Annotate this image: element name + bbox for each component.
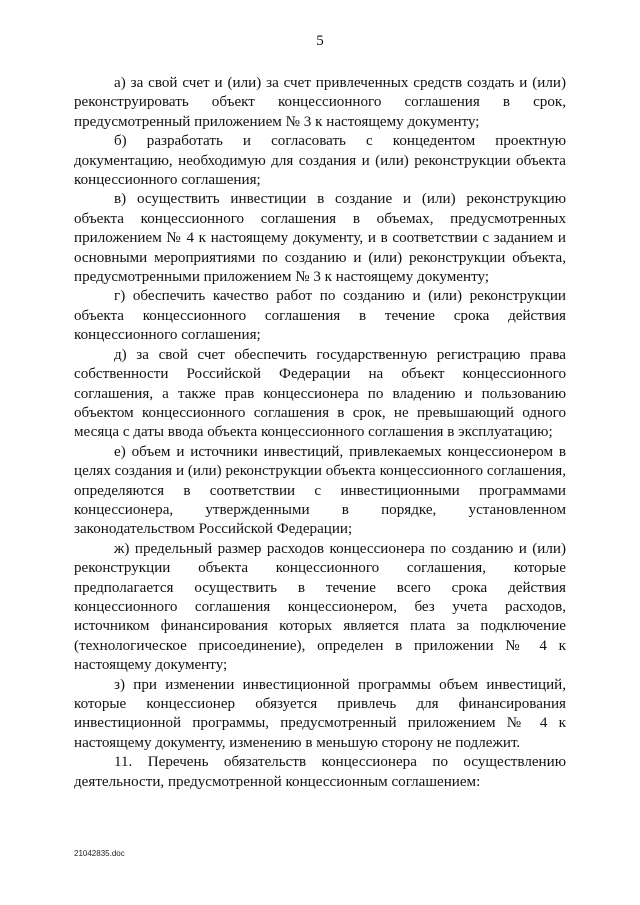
- paragraph-g: г) обеспечить качество работ по созданию и (или) реконструкции объекта концессионного соглашения в течение срока действия концессионного соглашения;: [74, 288, 566, 344]
- paragraph-zh: ж) предельный размер расходов концессионера по созданию и (или) реконструкции объекта концессионного соглашения, которые предполагается осуществить в течение всего срока действия концессионного соглашения концессионером, без учета расходов, источником финансирования которых является плата за подключение (технологическое присоединение), определен в приложении № 4 к настоящему документу;: [74, 540, 566, 674]
- paragraph-v: в) осуществить инвестиции в создание и (или) реконструкцию объекта концессионного соглашения в объемах, предусмотренных приложением № 4 к настоящему документу, и в соответствии с заданием и основными мероприятиями по созданию и (или) реконструкции объекта, предусмотренными приложением № 3 к настоящему документу;: [74, 191, 566, 286]
- page-number: 5: [316, 33, 324, 49]
- paragraph-a: а) за свой счет и (или) за счет привлеченных средств создать и (или) реконструировать объект концессионного соглашения в срок, предусмотренный приложением № 3 к настоящему документу;: [74, 75, 566, 130]
- paragraph-b: б) разработать и согласовать с концедентом проектную документацию, необходимую для создания и (или) реконструкции объекта концессионного соглашения;: [74, 133, 566, 189]
- paragraph-11: 11. Перечень обязательств концессионера по осуществлению деятельности, предусмотренной концессионным соглашением:: [74, 754, 566, 790]
- document-body: [74, 74, 566, 792]
- paragraph-e: е) объем и источники инвестиций, привлекаемых концессионером в целях создания и (или) реконструкции объекта концессионного соглашения, определяются в соответствии с инвестиционными программами концессионера, утвержденными в порядке, установленном законодательством Российской Федерации;: [74, 443, 566, 538]
- footer-filename: 21042835.doc: [74, 849, 125, 858]
- paragraph-z: з) при изменении инвестиционной программы объем инвестиций, которые концессионер обязуется привлечь для финансирования инвестиционной программы, предусмотренный приложением № 4 к настоящему документу, изменению в меньшую сторону не подлежит.: [74, 676, 566, 751]
- paragraph-d: д) за свой счет обеспечить государственную регистрацию права собственности Российской Федерации на объект концессионного соглашения, а также прав концессионера по владению и пользованию объектом концессионного соглашения в срок, не превышающий одного месяца с даты ввода объекта концессионного соглашения в эксплуатацию;: [74, 346, 566, 441]
